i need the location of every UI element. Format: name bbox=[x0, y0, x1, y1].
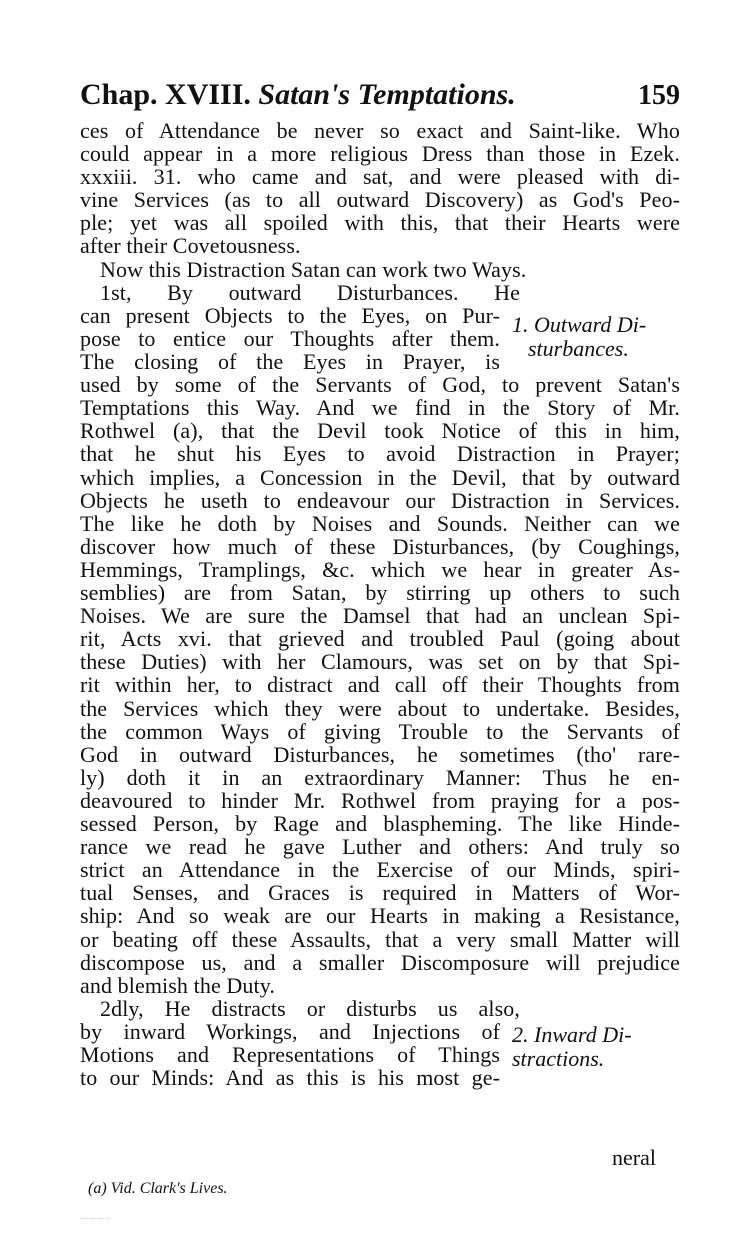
text-line: that he shut his Eyes to avoid Distraction in Prayer; bbox=[80, 441, 680, 466]
text-line: Hemmings, Tramplings, &c. which we hear in greater As- bbox=[80, 557, 680, 582]
text-line: ly) doth it in an extraordinary Manner: Thus he en- bbox=[80, 765, 680, 790]
text-line: discompose us, and a smaller Discomposure will prejudice bbox=[80, 950, 680, 975]
text-line: the Services which they were about to undertake. Besides, bbox=[80, 696, 680, 721]
text-line: these Duties) with her Clamours, was set on by that Spi- bbox=[80, 649, 680, 674]
text-line: rance we read he gave Luther and others: And truly so bbox=[80, 834, 680, 859]
text-line: Temptations this Way. And we find in the Story of Mr. bbox=[80, 395, 680, 420]
text-line: 1st, By outward Disturbances. He bbox=[100, 280, 520, 305]
margin-note-outward-1: 1. Outward Di- bbox=[512, 312, 647, 337]
text-line: or beating off these Assaults, that a very small Matter will bbox=[80, 927, 680, 952]
page-number: 159 bbox=[638, 80, 680, 111]
text-line: God in outward Disturbances, he sometimes (tho' rare- bbox=[80, 742, 680, 767]
text-line: tual Senses, and Graces is required in Matters of Wor- bbox=[80, 880, 680, 905]
catchword: neral bbox=[612, 1145, 656, 1170]
text-line: ces of Attendance be never so exact and Saint-like. Who bbox=[80, 118, 680, 143]
text-line: The closing of the Eyes in Prayer, is bbox=[80, 349, 500, 374]
text-line: deavoured to hinder Mr. Rothwel from praying for a pos- bbox=[80, 788, 680, 813]
text-line: strict an Attendance in the Exercise of our Minds, spiri- bbox=[80, 857, 680, 882]
text-line: rit within her, to distract and call off their Thoughts from bbox=[80, 672, 680, 697]
text-line: ship: And so weak are our Hearts in making a Resistance, bbox=[80, 903, 680, 928]
text-line: pose to entice our Thoughts after them. bbox=[80, 326, 500, 351]
footnote: (a) Vid. Clark's Lives. bbox=[88, 1180, 228, 1197]
text-line: to our Minds: And as this is his most ge- bbox=[80, 1065, 500, 1090]
margin-note-outward-2: sturbances. bbox=[528, 336, 629, 361]
text-line: semblies) are from Satan, by stirring up others to such bbox=[80, 580, 680, 605]
running-header bbox=[80, 78, 680, 118]
text-line: and blemish the Duty. bbox=[80, 973, 275, 998]
text-line: Motions and Representations of Things bbox=[80, 1042, 500, 1067]
text-line: Objects he useth to endeavour our Distraction in Services. bbox=[80, 488, 680, 513]
text-line: 2dly, He distracts or disturbs us also, bbox=[100, 996, 520, 1021]
text-line: Noises. We are sure the Damsel that had an unclean Spi- bbox=[80, 603, 680, 628]
text-line: by inward Workings, and Injections of bbox=[80, 1019, 500, 1044]
text-line: used by some of the Servants of God, to prevent Satan's bbox=[80, 372, 680, 397]
text-line: The like he doth by Noises and Sounds. Neither can we bbox=[80, 511, 680, 536]
page-smudge bbox=[80, 1204, 110, 1219]
text-line: xxxiii. 31. who came and sat, and were pleased with di- bbox=[80, 164, 680, 189]
text-line: Rothwel (a), that the Devil took Notice of this in him, bbox=[80, 418, 680, 443]
margin-note-inward-2: stractions. bbox=[512, 1046, 605, 1071]
text-line: can present Objects to the Eyes, on Pur- bbox=[80, 303, 500, 328]
text-line: which implies, a Concession in the Devil, that by outward bbox=[80, 465, 680, 490]
text-line: discover how much of these Disturbances, (by Coughings, bbox=[80, 534, 680, 559]
text-line: Now this Distraction Satan can work two Ways. bbox=[100, 257, 527, 282]
text-line: rit, Acts xvi. that grieved and troubled Paul (going about bbox=[80, 626, 680, 651]
text-line: vine Services (as to all outward Discovery) as God's Peo- bbox=[80, 187, 680, 212]
text-line: sessed Person, by Rage and blaspheming. The like Hinde- bbox=[80, 811, 680, 836]
text-line: after their Covetousness. bbox=[80, 233, 301, 258]
margin-note-inward-1: 2. Inward Di- bbox=[512, 1022, 632, 1047]
text-line: ple; yet was all spoiled with this, that their Hearts were bbox=[80, 210, 680, 235]
chapter-heading: Chap. XVIII. Satan's Temptations. bbox=[80, 78, 516, 111]
text-line: the common Ways of giving Trouble to the Servants of bbox=[80, 719, 680, 744]
text-line: could appear in a more religious Dress than those in Ezek. bbox=[80, 141, 680, 166]
